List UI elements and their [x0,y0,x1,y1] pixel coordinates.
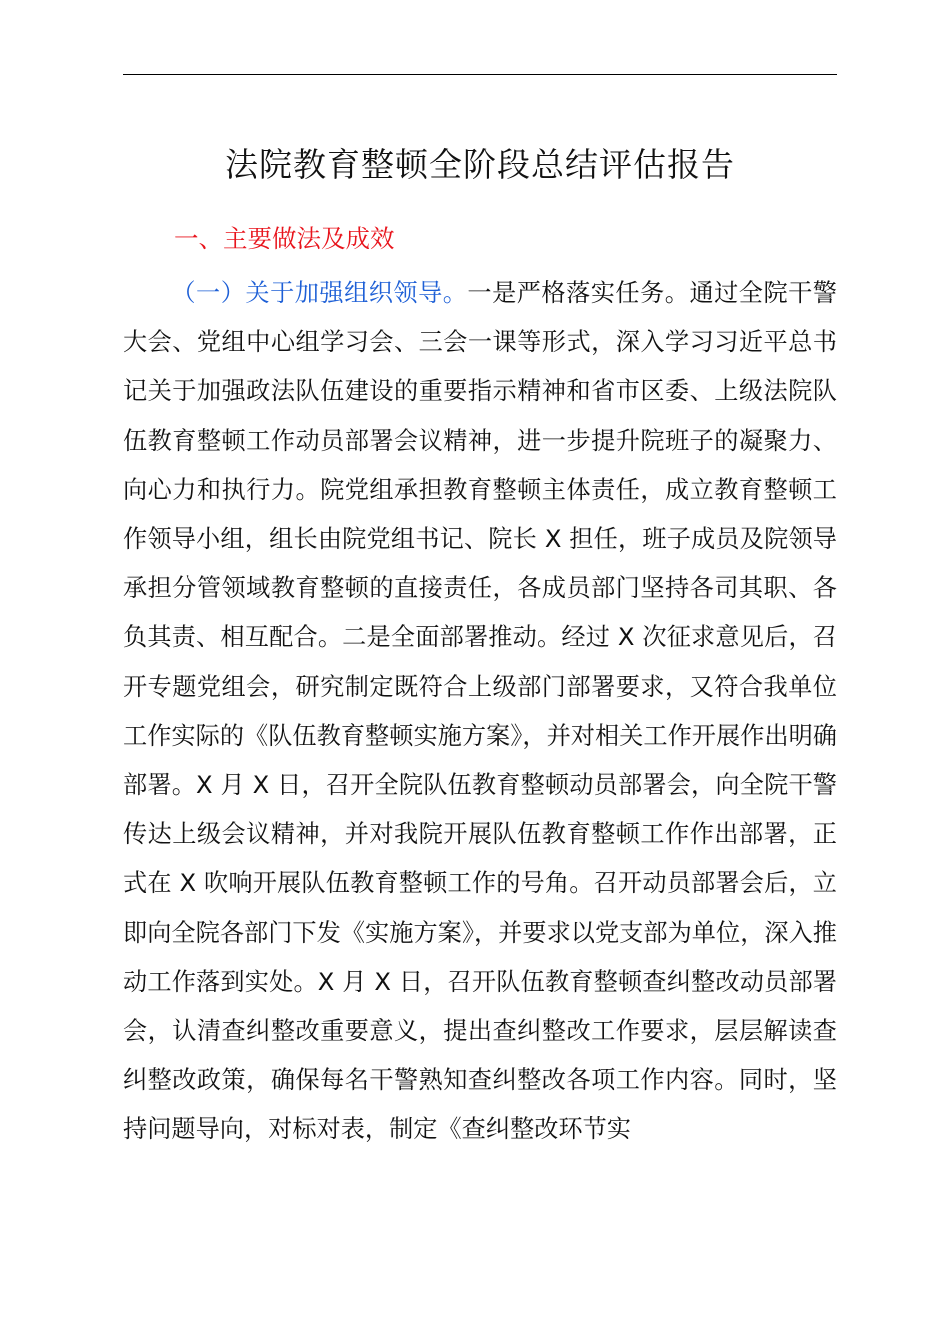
document-title: 法院教育整顿全阶段总结评估报告 [225,145,735,184]
paragraph-subheading: （一）关于加强组织领导。 [171,279,468,307]
body-paragraph [123,269,837,1155]
section-heading: 一、主要做法及成效 [174,224,395,253]
header-rule [123,74,837,75]
paragraph-text: 一是严格落实任务。通过全院干警大会、党组中心组学习会、三会一课等形式，深入学习习近平总书记关于加强政法队伍建设的重要指示精神和省市区委、上级法院队伍教育整顿工作动员部署会议精神，进一步提升院班子的凝聚力、向心力和执行力。院党组承担教育整顿主体责任，成立教育整顿工作领导小组，组长由院党组书记、院长 X 担任，班子成员及院领导承担分管领域教育整顿的直接责任，各成员部门坚持各司其职、各负其责、相互配合。二是全面部署推动。经过 X 次征求意见后，召开专题党组会，研究制定既符合上级部门部署要求，又符合我单位工作实际的《队伍教育整顿实施方案》，并对相关工作开展作出明确部署。X 月 X 日，召开全院队伍教育整顿动员部署会，向全院干警传达上级会议精神，并对我院开展队伍教育整顿工作作出部署，正式在 X 吹响开展队伍教育整顿工作的号角。召开动员部署会后，立即向全院各部门下发《实施方案》，并要求以党支部为单位，深入推动工作落到实处。X 月 X 日，召开队伍教育整顿查纠整改动员部署会，认清查纠整改重要意义，提出查纠整改工作要求，层层解读查纠整改政策，确保每名干警熟知查纠整改各项工作内容。同时，坚持问题导向，对标对表，制定《查纠整改环节实 [123,279,837,1144]
